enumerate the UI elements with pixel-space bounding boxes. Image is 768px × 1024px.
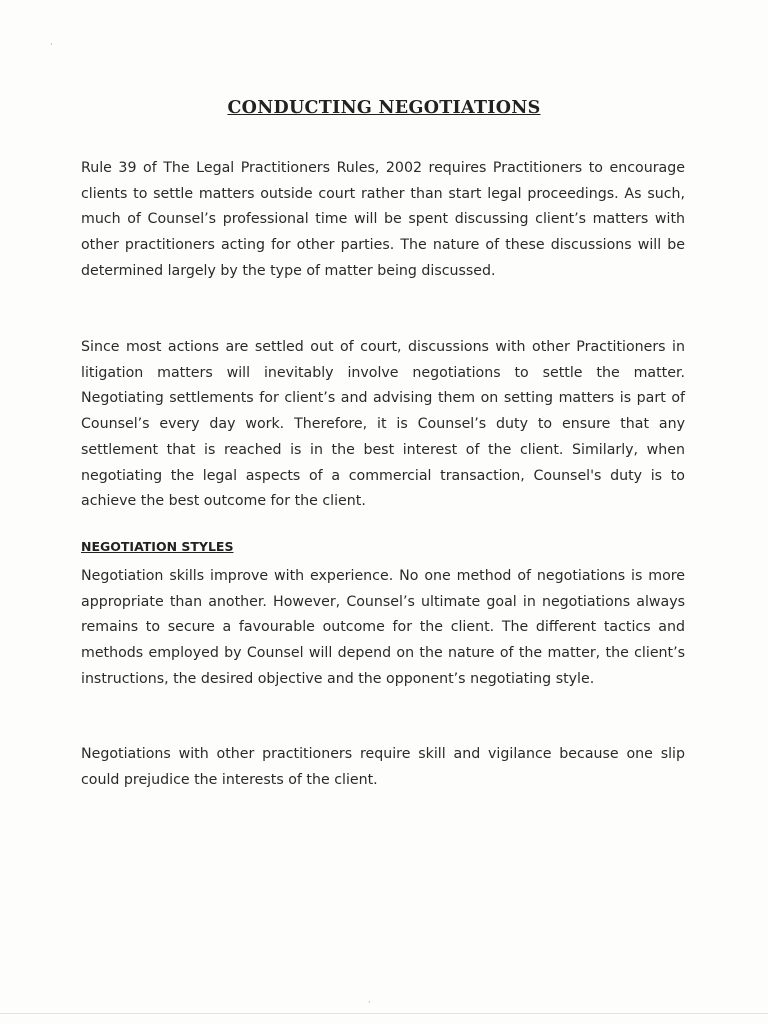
paragraph-rule-39: Rule 39 of The Legal Practitioners Rules, 2002 requires Practitioners to encourage clients to settle matters outside court rather than start legal proceedings. As such, much of Counsel’s professional time will be spent discussing client’s matters with other practitioners acting for other parties. The nature of these discussions will be determined largely by the type of matter being discussed. (81, 160, 685, 279)
section-heading-negotiation-styles: NEGOTIATION STYLES (81, 539, 234, 554)
paragraph-vigilance: Negotiations with other practitioners require skill and vigilance because one slip could prejudice the interests of the client. (81, 746, 685, 788)
scan-speck: · (50, 40, 53, 50)
paragraph-negotiation-skills: Negotiation skills improve with experience. No one method of negotiations is more appropriate than another. However, Counsel’s ultimate goal in negotiations always remains to secure a favourable outcome for the client. The different tactics and methods employed by Counsel will depend on the nature of the matter, the client’s instructions, the desired objective and the opponent’s negotiating style. (81, 568, 685, 687)
scan-edge-line (0, 1013, 768, 1014)
paragraph-settlements: Since most actions are settled out of court, discussions with other Practitioners in litigation matters will inevitably involve negotiations to settle the matter. Negotiating settlements for client’s and advising them on setting matters is part of Counsel’s every day work. Therefore, it is Counsel’s duty to ensure that any settlement that is reached is in the best interest of the client. Similarly, when negotiating the legal aspects of a commercial transaction, Counsel's duty is to achieve the best outcome for the client. (81, 339, 685, 510)
scan-speck: · (368, 998, 371, 1008)
document-title: CONDUCTING NEGOTIATIONS (227, 97, 541, 118)
